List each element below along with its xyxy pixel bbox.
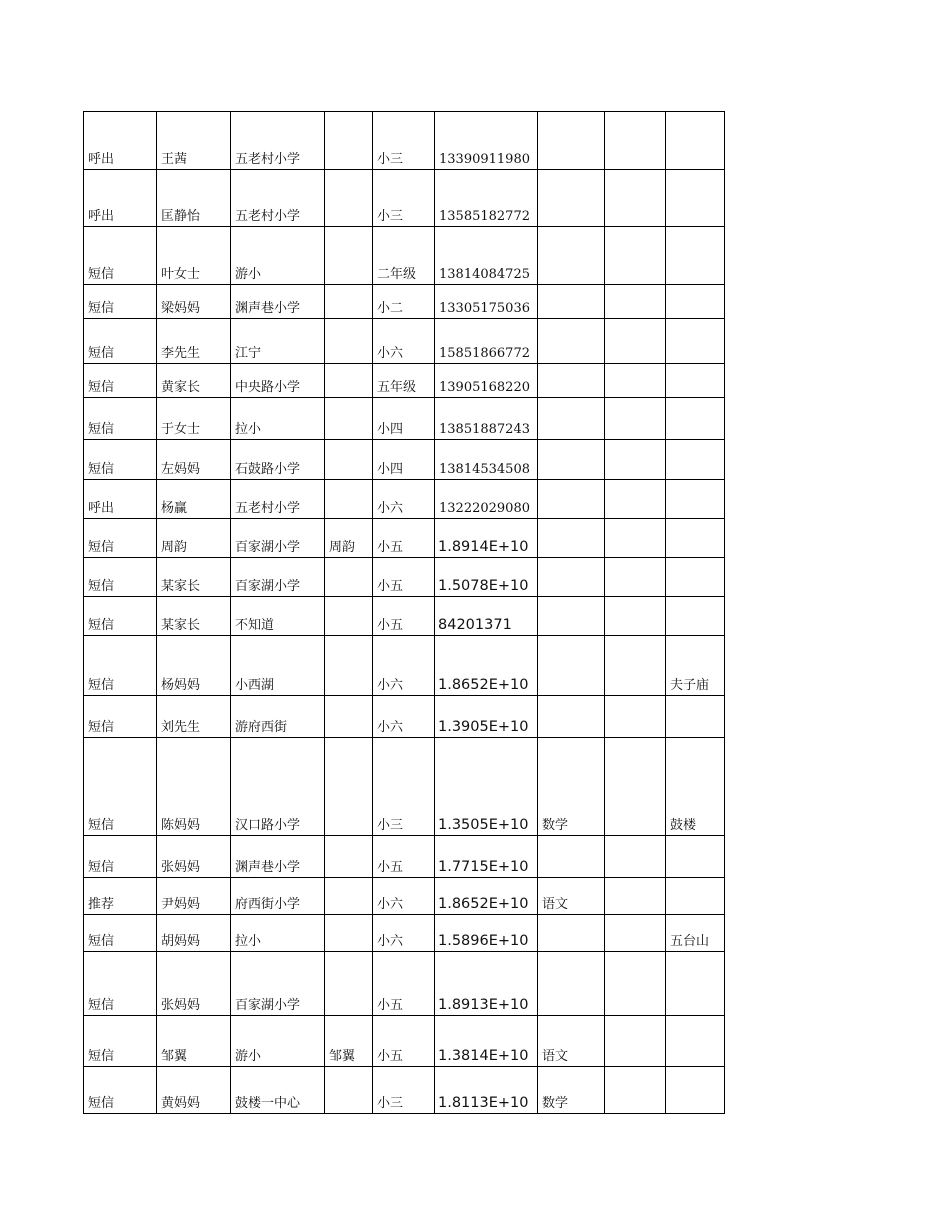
cell-contact[interactable] xyxy=(325,170,373,227)
cell-subject[interactable] xyxy=(538,519,605,558)
cell-source[interactable]: 呼出 xyxy=(84,170,157,227)
cell-phone[interactable]: 15851866772 xyxy=(435,319,538,364)
cell-name[interactable]: 叶女士 xyxy=(157,227,231,285)
cell-contact[interactable] xyxy=(325,480,373,519)
cell-phone[interactable]: 1.8652E+10 xyxy=(435,878,538,915)
cell-school[interactable]: 五老村小学 xyxy=(231,170,325,227)
cell-contact[interactable] xyxy=(325,952,373,1016)
cell-contact[interactable] xyxy=(325,696,373,738)
cell-source[interactable]: 短信 xyxy=(84,558,157,597)
cell-note[interactable] xyxy=(605,952,666,1016)
cell-subject[interactable] xyxy=(538,597,605,636)
cell-school[interactable]: 拉小 xyxy=(231,398,325,440)
cell-phone[interactable]: 13851887243 xyxy=(435,398,538,440)
cell-subject[interactable] xyxy=(538,952,605,1016)
cell-subject[interactable] xyxy=(538,636,605,696)
cell-area[interactable]: 夫子庙 xyxy=(666,636,725,696)
cell-name[interactable]: 周韵 xyxy=(157,519,231,558)
cell-note[interactable] xyxy=(605,696,666,738)
cell-source[interactable]: 短信 xyxy=(84,440,157,480)
cell-name[interactable]: 尹妈妈 xyxy=(157,878,231,915)
cell-area[interactable] xyxy=(666,1067,725,1114)
cell-source[interactable]: 短信 xyxy=(84,227,157,285)
cell-subject[interactable]: 数学 xyxy=(538,738,605,836)
cell-phone[interactable]: 1.7715E+10 xyxy=(435,836,538,878)
cell-school[interactable]: 鼓楼一中心 xyxy=(231,1067,325,1114)
cell-grade[interactable]: 小三 xyxy=(373,112,435,170)
cell-source[interactable]: 短信 xyxy=(84,597,157,636)
table-row xyxy=(84,519,725,558)
cell-contact[interactable] xyxy=(325,319,373,364)
cell-name[interactable]: 黄妈妈 xyxy=(157,1067,231,1114)
cell-grade[interactable]: 小三 xyxy=(373,170,435,227)
cell-contact[interactable] xyxy=(325,558,373,597)
cell-school[interactable]: 百家湖小学 xyxy=(231,952,325,1016)
cell-area[interactable] xyxy=(666,440,725,480)
cell-note[interactable] xyxy=(605,112,666,170)
cell-grade[interactable]: 小四 xyxy=(373,440,435,480)
cell-area[interactable] xyxy=(666,364,725,398)
table-row xyxy=(84,398,725,440)
cell-school[interactable]: 游小 xyxy=(231,227,325,285)
cell-school[interactable]: 府西街小学 xyxy=(231,878,325,915)
cell-grade[interactable]: 小六 xyxy=(373,915,435,952)
cell-contact[interactable] xyxy=(325,364,373,398)
cell-contact[interactable] xyxy=(325,836,373,878)
cell-school[interactable]: 渊声巷小学 xyxy=(231,285,325,319)
table-row xyxy=(84,112,725,170)
cell-note[interactable] xyxy=(605,285,666,319)
cell-source[interactable]: 短信 xyxy=(84,836,157,878)
cell-subject[interactable] xyxy=(538,364,605,398)
cell-source[interactable]: 短信 xyxy=(84,319,157,364)
cell-phone[interactable]: 1.3905E+10 xyxy=(435,696,538,738)
cell-note[interactable] xyxy=(605,915,666,952)
cell-school[interactable]: 五老村小学 xyxy=(231,112,325,170)
cell-contact[interactable]: 周韵 xyxy=(325,519,373,558)
cell-subject[interactable] xyxy=(538,112,605,170)
table-row xyxy=(84,597,725,636)
cell-school[interactable]: 五老村小学 xyxy=(231,480,325,519)
cell-name[interactable]: 张妈妈 xyxy=(157,836,231,878)
cell-subject[interactable] xyxy=(538,398,605,440)
table-row xyxy=(84,1067,725,1114)
cell-source[interactable]: 短信 xyxy=(84,1016,157,1067)
table-row xyxy=(84,480,725,519)
cell-phone[interactable]: 13585182772 xyxy=(435,170,538,227)
cell-source[interactable]: 短信 xyxy=(84,738,157,836)
cell-name[interactable]: 左妈妈 xyxy=(157,440,231,480)
cell-source[interactable]: 短信 xyxy=(84,696,157,738)
cell-area[interactable] xyxy=(666,836,725,878)
cell-phone[interactable]: 13814534508 xyxy=(435,440,538,480)
cell-area[interactable] xyxy=(666,952,725,1016)
cell-grade[interactable]: 小五 xyxy=(373,1016,435,1067)
cell-grade[interactable]: 小五 xyxy=(373,558,435,597)
cell-grade[interactable]: 小六 xyxy=(373,636,435,696)
cell-contact[interactable] xyxy=(325,597,373,636)
cell-area[interactable] xyxy=(666,319,725,364)
cell-note[interactable] xyxy=(605,1067,666,1114)
cell-note[interactable] xyxy=(605,398,666,440)
cell-name[interactable]: 陈妈妈 xyxy=(157,738,231,836)
table-row xyxy=(84,558,725,597)
cell-name[interactable]: 梁妈妈 xyxy=(157,285,231,319)
cell-area[interactable] xyxy=(666,878,725,915)
cell-phone[interactable]: 1.3505E+10 xyxy=(435,738,538,836)
cell-contact[interactable] xyxy=(325,915,373,952)
cell-area[interactable] xyxy=(666,558,725,597)
table-row xyxy=(84,696,725,738)
cell-contact[interactable] xyxy=(325,398,373,440)
cell-phone[interactable]: 1.8914E+10 xyxy=(435,519,538,558)
cell-subject[interactable] xyxy=(538,558,605,597)
cell-note[interactable] xyxy=(605,597,666,636)
cell-name[interactable]: 张妈妈 xyxy=(157,952,231,1016)
cell-phone[interactable]: 13814084725 xyxy=(435,227,538,285)
table-row xyxy=(84,285,725,319)
cell-name[interactable]: 王茜 xyxy=(157,112,231,170)
cell-name[interactable]: 某家长 xyxy=(157,558,231,597)
cell-area[interactable] xyxy=(666,519,725,558)
table-row xyxy=(84,836,725,878)
cell-grade[interactable]: 小二 xyxy=(373,285,435,319)
cell-grade[interactable]: 二年级 xyxy=(373,227,435,285)
cell-note[interactable] xyxy=(605,1016,666,1067)
cell-subject[interactable] xyxy=(538,319,605,364)
cell-source[interactable]: 短信 xyxy=(84,519,157,558)
cell-note[interactable] xyxy=(605,878,666,915)
cell-phone[interactable]: 13905168220 xyxy=(435,364,538,398)
cell-note[interactable] xyxy=(605,519,666,558)
table-row xyxy=(84,319,725,364)
cell-source[interactable]: 短信 xyxy=(84,285,157,319)
cell-school[interactable]: 中央路小学 xyxy=(231,364,325,398)
table-row xyxy=(84,170,725,227)
cell-area[interactable] xyxy=(666,285,725,319)
cell-subject[interactable] xyxy=(538,170,605,227)
cell-name[interactable]: 杨赢 xyxy=(157,480,231,519)
cell-subject[interactable] xyxy=(538,480,605,519)
cell-school[interactable]: 石鼓路小学 xyxy=(231,440,325,480)
table-row xyxy=(84,878,725,915)
cell-area[interactable] xyxy=(666,398,725,440)
cell-grade[interactable]: 小六 xyxy=(373,878,435,915)
cell-grade[interactable]: 小三 xyxy=(373,738,435,836)
cell-source[interactable]: 呼出 xyxy=(84,112,157,170)
cell-school[interactable]: 百家湖小学 xyxy=(231,558,325,597)
cell-grade[interactable]: 小三 xyxy=(373,1067,435,1114)
cell-phone[interactable]: 1.5078E+10 xyxy=(435,558,538,597)
cell-grade[interactable]: 小六 xyxy=(373,696,435,738)
cell-area[interactable] xyxy=(666,112,725,170)
cell-note[interactable] xyxy=(605,364,666,398)
cell-area[interactable] xyxy=(666,170,725,227)
cell-area[interactable]: 鼓楼 xyxy=(666,738,725,836)
table-row xyxy=(84,227,725,285)
cell-school[interactable]: 百家湖小学 xyxy=(231,519,325,558)
cell-phone[interactable]: 13222029080 xyxy=(435,480,538,519)
table-row xyxy=(84,440,725,480)
cell-source[interactable]: 推荐 xyxy=(84,878,157,915)
cell-source[interactable]: 短信 xyxy=(84,636,157,696)
cell-subject[interactable] xyxy=(538,696,605,738)
cell-note[interactable] xyxy=(605,558,666,597)
cell-grade[interactable]: 小五 xyxy=(373,952,435,1016)
cell-school[interactable]: 渊声巷小学 xyxy=(231,836,325,878)
table-row xyxy=(84,1016,725,1067)
cell-area[interactable] xyxy=(666,696,725,738)
cell-name[interactable]: 某家长 xyxy=(157,597,231,636)
table-row xyxy=(84,636,725,696)
cell-phone[interactable]: 1.8113E+10 xyxy=(435,1067,538,1114)
cell-name[interactable]: 李先生 xyxy=(157,319,231,364)
cell-name[interactable]: 匡静怡 xyxy=(157,170,231,227)
cell-subject[interactable]: 数学 xyxy=(538,1067,605,1114)
spreadsheet-table xyxy=(83,111,725,1114)
cell-source[interactable]: 短信 xyxy=(84,398,157,440)
cell-subject[interactable] xyxy=(538,915,605,952)
cell-grade[interactable]: 小五 xyxy=(373,519,435,558)
cell-contact[interactable] xyxy=(325,440,373,480)
cell-source[interactable]: 短信 xyxy=(84,1067,157,1114)
cell-phone[interactable]: 84201371 xyxy=(435,597,538,636)
table-row xyxy=(84,738,725,836)
cell-subject[interactable]: 语文 xyxy=(538,878,605,915)
cell-phone[interactable]: 13305175036 xyxy=(435,285,538,319)
cell-area[interactable] xyxy=(666,227,725,285)
cell-source[interactable]: 短信 xyxy=(84,915,157,952)
cell-note[interactable] xyxy=(605,227,666,285)
cell-grade[interactable]: 小五 xyxy=(373,836,435,878)
cell-school[interactable]: 小西湖 xyxy=(231,636,325,696)
cell-subject[interactable] xyxy=(538,227,605,285)
cell-area[interactable] xyxy=(666,597,725,636)
cell-phone[interactable]: 1.8652E+10 xyxy=(435,636,538,696)
cell-phone[interactable]: 13390911980 xyxy=(435,112,538,170)
cell-area[interactable] xyxy=(666,1016,725,1067)
cell-school[interactable]: 不知道 xyxy=(231,597,325,636)
cell-subject[interactable] xyxy=(538,440,605,480)
cell-subject[interactable]: 语文 xyxy=(538,1016,605,1067)
cell-phone[interactable]: 1.3814E+10 xyxy=(435,1016,538,1067)
cell-contact[interactable] xyxy=(325,227,373,285)
cell-name[interactable]: 邹翼 xyxy=(157,1016,231,1067)
cell-subject[interactable] xyxy=(538,285,605,319)
cell-grade[interactable]: 小五 xyxy=(373,597,435,636)
cell-contact[interactable] xyxy=(325,738,373,836)
cell-contact[interactable] xyxy=(325,112,373,170)
table-row xyxy=(84,915,725,952)
cell-note[interactable] xyxy=(605,170,666,227)
cell-note[interactable] xyxy=(605,480,666,519)
cell-name[interactable]: 胡妈妈 xyxy=(157,915,231,952)
cell-contact[interactable] xyxy=(325,636,373,696)
cell-phone[interactable]: 1.8913E+10 xyxy=(435,952,538,1016)
cell-name[interactable]: 黄家长 xyxy=(157,364,231,398)
cell-note[interactable] xyxy=(605,319,666,364)
cell-area[interactable]: 五台山 xyxy=(666,915,725,952)
cell-subject[interactable] xyxy=(538,836,605,878)
cell-phone[interactable]: 1.5896E+10 xyxy=(435,915,538,952)
cell-contact[interactable] xyxy=(325,878,373,915)
cell-name[interactable]: 杨妈妈 xyxy=(157,636,231,696)
cell-name[interactable]: 刘先生 xyxy=(157,696,231,738)
table-row xyxy=(84,364,725,398)
table-row xyxy=(84,952,725,1016)
cell-contact[interactable] xyxy=(325,1067,373,1114)
cell-grade[interactable]: 小四 xyxy=(373,398,435,440)
cell-note[interactable] xyxy=(605,440,666,480)
cell-school[interactable]: 拉小 xyxy=(231,915,325,952)
cell-contact[interactable]: 邹翼 xyxy=(325,1016,373,1067)
cell-school[interactable]: 江宁 xyxy=(231,319,325,364)
cell-note[interactable] xyxy=(605,636,666,696)
cell-area[interactable] xyxy=(666,480,725,519)
cell-note[interactable] xyxy=(605,836,666,878)
cell-name[interactable]: 于女士 xyxy=(157,398,231,440)
cell-school[interactable]: 游小 xyxy=(231,1016,325,1067)
cell-contact[interactable] xyxy=(325,285,373,319)
cell-grade[interactable]: 五年级 xyxy=(373,364,435,398)
cell-school[interactable]: 汉口路小学 xyxy=(231,738,325,836)
cell-grade[interactable]: 小六 xyxy=(373,319,435,364)
cell-note[interactable] xyxy=(605,738,666,836)
cell-source[interactable]: 呼出 xyxy=(84,480,157,519)
cell-school[interactable]: 游府西街 xyxy=(231,696,325,738)
cell-source[interactable]: 短信 xyxy=(84,364,157,398)
cell-source[interactable]: 短信 xyxy=(84,952,157,1016)
cell-grade[interactable]: 小六 xyxy=(373,480,435,519)
